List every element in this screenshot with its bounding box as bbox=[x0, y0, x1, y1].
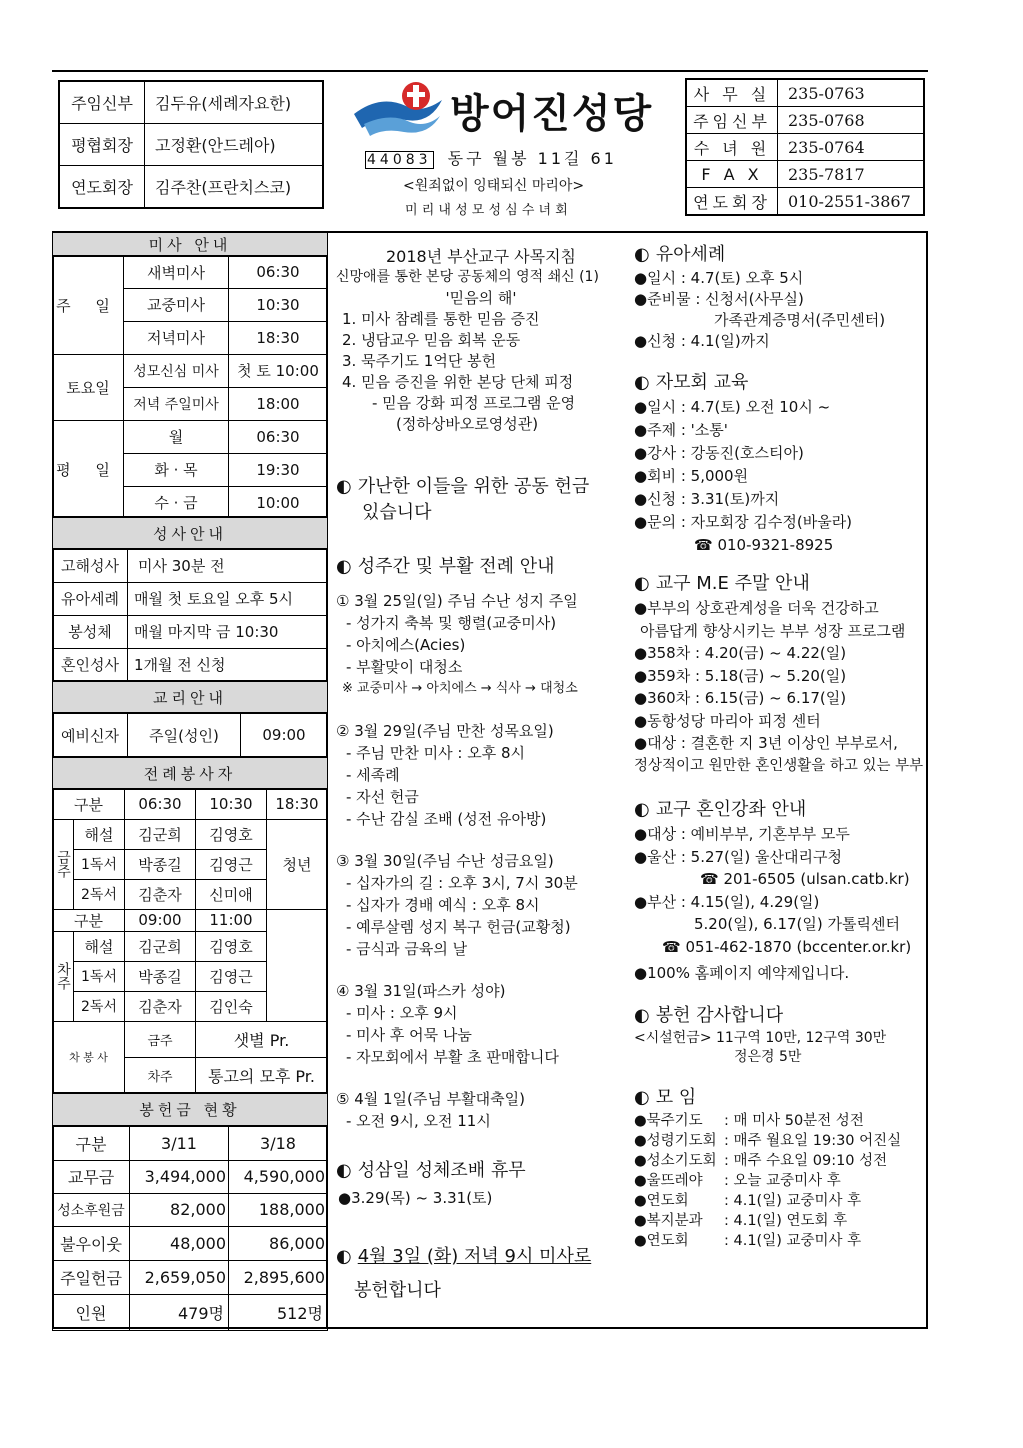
right-column bbox=[634, 242, 924, 1251]
servers-head: 06:30 bbox=[125, 789, 196, 819]
offering-label: 주일헌금 bbox=[53, 1260, 130, 1294]
meeting-info: : 매주 수요일 09:10 성전 bbox=[724, 1152, 888, 1169]
role: 해설 bbox=[74, 931, 125, 961]
bullet-icon: ● bbox=[634, 599, 648, 617]
offering-head: 3/18 bbox=[229, 1126, 328, 1160]
baptism-item: ●준비물 : 신청서(사무실) bbox=[634, 290, 804, 308]
server: 김영근 bbox=[196, 961, 267, 991]
meeting-info: : 오늘 교중미사 후 bbox=[724, 1172, 841, 1189]
offering-table bbox=[52, 1092, 328, 1331]
empty-cell bbox=[267, 909, 328, 1021]
meeting-info: : 4.1(일) 연도회 후 bbox=[724, 1212, 848, 1229]
half-circle-icon: ◐ bbox=[634, 1004, 650, 1026]
week-label: 차주 bbox=[53, 931, 74, 1021]
offering-value: 2,895,600 bbox=[229, 1260, 328, 1294]
poor-title: 가난한 이들을 위한 공동 헌금 bbox=[357, 476, 590, 497]
mass-time: 18:30 bbox=[229, 321, 328, 354]
holy-item: - 성가지 축복 및 행렬(교중미사) bbox=[346, 614, 557, 632]
mass-time: 10:30 bbox=[229, 288, 328, 321]
mass-name: 성모신심 미사 bbox=[124, 354, 229, 387]
bullet-icon: ● bbox=[634, 421, 648, 439]
meeting-name: 연도회 bbox=[646, 1232, 689, 1249]
offering-value: 2,659,050 bbox=[130, 1260, 229, 1294]
mass-table bbox=[52, 231, 328, 520]
bullet-icon: ● bbox=[634, 1132, 647, 1149]
meeting-name: 묵주기도 bbox=[646, 1112, 703, 1129]
bullet-icon: ● bbox=[634, 666, 648, 685]
offering-value: 4,590,000 bbox=[229, 1160, 328, 1193]
baptism-item: ●신청 : 4.1(일)까지 bbox=[634, 332, 770, 350]
half-circle-icon: ◐ bbox=[634, 573, 650, 594]
holy-item: - 주님 만찬 미사 : 오후 8시 bbox=[346, 744, 526, 762]
sacrament-info: 매월 마지막 금 10:30 bbox=[128, 615, 328, 648]
holy-item: - 십자가의 길 : 오후 3시, 7시 30분 bbox=[346, 874, 578, 892]
doctrine-name: 예비신자 bbox=[53, 713, 128, 757]
staff-value: 고정환(안드레아) bbox=[145, 124, 324, 166]
servers-head: 18:30 bbox=[267, 789, 328, 819]
policy-item: 2. 냉담교우 믿음 회복 운동 bbox=[342, 331, 521, 349]
religious-order: 미 리 내 성 모 성 심 수 녀 회 bbox=[405, 203, 568, 218]
mass-time: 19:30 bbox=[229, 453, 328, 486]
mass-time: 06:30 bbox=[229, 420, 328, 453]
contact-value: 235-0768 bbox=[778, 107, 925, 134]
bullet-icon: ● bbox=[634, 332, 648, 350]
holy-item: - 예루살렘 성지 복구 헌금(교황청) bbox=[346, 918, 571, 936]
me-item: ●359차 : 5.18(금) ~ 5.20(일) bbox=[634, 666, 847, 685]
me-item: 아름답게 향상시키는 부부 성장 프로그램 bbox=[640, 621, 906, 640]
holy-item: - 십자가 경배 예식 : 오후 8시 bbox=[346, 896, 540, 914]
adoration-item bbox=[338, 1188, 492, 1209]
servers-title: 전례봉사자 bbox=[53, 757, 328, 789]
bullet-icon: ● bbox=[634, 711, 648, 730]
server: 김영근 bbox=[196, 849, 267, 879]
contact-value: 235-7817 bbox=[778, 161, 925, 188]
bullet-icon: ● bbox=[634, 398, 648, 416]
address: 동구 월봉 11길 61 bbox=[447, 149, 617, 168]
half-circle-icon: ◐ bbox=[634, 1086, 650, 1108]
offering-value: 479명 bbox=[130, 1294, 229, 1330]
staff-value: 김주찬(프란치스코) bbox=[145, 166, 324, 209]
mother-item: ●신청 : 3.31(토)까지 bbox=[634, 490, 780, 508]
holy-item: - 미사 후 어묵 나눔 bbox=[346, 1026, 472, 1044]
contact-label: 주임신부 bbox=[686, 107, 778, 134]
offering-label: 교무금 bbox=[53, 1160, 130, 1193]
mother-item: ●회비 : 5,000원 bbox=[634, 467, 749, 485]
me-item: ●358차 : 4.20(금) ~ 4.22(일) bbox=[634, 644, 847, 662]
servers-head: 구분 bbox=[53, 909, 125, 931]
car-team: 샛별 Pr. bbox=[196, 1021, 328, 1057]
baptism-item: 가족관계증명서(주민센터) bbox=[714, 311, 886, 329]
servers-head: 10:30 bbox=[196, 789, 267, 819]
policy-subtitle: 신망애를 통한 본당 공동체의 영적 쇄신 (1) bbox=[336, 269, 599, 285]
meeting-table bbox=[634, 1111, 901, 1251]
server: 신미애 bbox=[196, 879, 267, 909]
mother-item: ●문의 : 자모회장 김수정(바울라) bbox=[634, 513, 853, 531]
meeting-name: 복지분과 bbox=[646, 1212, 703, 1229]
marriage-title: 교구 혼인강좌 안내 bbox=[655, 799, 807, 820]
meeting-name: 연도회 bbox=[646, 1192, 689, 1209]
server: 박종길 bbox=[125, 961, 196, 991]
holy-day: ③ 3월 30일(주님 수난 성금요일) bbox=[336, 852, 554, 870]
server: 김영호 bbox=[196, 819, 267, 849]
me-item: ●360차 : 6.15(금) ~ 6.17(일) bbox=[634, 689, 847, 707]
staff-label: 연도회장 bbox=[59, 166, 145, 209]
server: 김군희 bbox=[125, 931, 196, 961]
servers-head: 구분 bbox=[53, 789, 125, 819]
marriage-item: 5.20(일), 6.17(일) 가톨릭센터 bbox=[694, 915, 900, 933]
car-label: 차 봉 사 bbox=[53, 1021, 125, 1093]
bullet-icon: ● bbox=[634, 467, 648, 485]
april3-title-2: 봉헌합니다 bbox=[354, 1280, 441, 1301]
policy-subitem: (정하상바오로영성관) bbox=[396, 415, 539, 433]
staff-label: 평협회장 bbox=[59, 124, 145, 166]
role: 2독서 bbox=[74, 991, 125, 1021]
sacrament-title: 성사안내 bbox=[53, 517, 328, 549]
holy-item: - 세족례 bbox=[346, 766, 400, 784]
mass-name: 새벽미사 bbox=[124, 256, 229, 288]
offering-title: 봉헌금 현황 bbox=[53, 1093, 328, 1126]
thanks-title: 봉헌 감사합니다 bbox=[655, 1004, 784, 1026]
holy-item: - 자선 헌금 bbox=[346, 788, 419, 806]
marriage-item: ☎ 051-462-1870 (bccenter.or.kr) bbox=[662, 937, 912, 956]
marriage-item: ●부산 : 4.15(일), 4.29(일) bbox=[634, 892, 820, 911]
role: 2독서 bbox=[74, 879, 125, 909]
holy-item: - 아치에스(Acies) bbox=[346, 636, 466, 654]
half-circle-icon: ◐ bbox=[336, 476, 352, 497]
holy-day: ② 3월 29일(주님 만찬 성목요일) bbox=[336, 722, 554, 740]
holy-week-list bbox=[336, 590, 626, 1132]
youth: 청년 bbox=[267, 819, 328, 909]
doctrine-title: 교리안내 bbox=[53, 681, 328, 713]
offering-head: 구분 bbox=[53, 1126, 130, 1160]
holy-day: ④ 3월 31일(파스카 성야) bbox=[336, 982, 506, 1000]
sacrament-info: 매월 첫 토요일 오후 5시 bbox=[128, 582, 328, 615]
bullet-icon: ● bbox=[634, 689, 648, 707]
offering-label: 성소후원금 bbox=[53, 1193, 130, 1226]
holy-day: ① 3월 25일(일) 주님 수난 성지 주일 bbox=[336, 592, 578, 610]
server: 박종길 bbox=[125, 849, 196, 879]
servers-head: 09:00 bbox=[125, 909, 196, 931]
bullet-icon: ● bbox=[634, 734, 648, 752]
bullet-icon: ● bbox=[634, 490, 648, 508]
meeting-info: : 4.1(일) 교중미사 후 bbox=[724, 1192, 862, 1209]
policy-title: 2018년 부산교구 사목지침 bbox=[386, 247, 576, 266]
holy-item: - 미사 : 오후 9시 bbox=[346, 1004, 458, 1022]
doctrine-time: 09:00 bbox=[241, 713, 328, 757]
adoration-title: 성삼일 성체조배 휴무 bbox=[357, 1160, 526, 1181]
me-item: ●대상 : 결혼한 지 3년 이상인 부부로서, bbox=[634, 734, 898, 752]
meeting-name: 울뜨레야 bbox=[646, 1172, 703, 1189]
offering-value: 512명 bbox=[229, 1294, 328, 1330]
church-title: 방어진성당 bbox=[450, 91, 654, 137]
marriage-item: ☎ 201-6505 (ulsan.catb.kr) bbox=[700, 870, 910, 888]
meeting-info: : 매주 월요일 19:30 어진실 bbox=[724, 1132, 902, 1149]
contact-label: F A X bbox=[686, 161, 778, 188]
policy-section bbox=[336, 246, 626, 435]
mother-title: 자모회 교육 bbox=[655, 372, 749, 393]
day-label: 주 일 bbox=[53, 256, 124, 354]
sacrament-info: 미사 30분 전 bbox=[128, 549, 328, 582]
mother-item: ●일시 : 4.7(토) 오전 10시 ~ bbox=[634, 398, 831, 416]
marriage-item: ●대상 : 예비부부, 기혼부부 모두 bbox=[634, 825, 850, 843]
half-circle-icon: ◐ bbox=[336, 556, 352, 577]
bullet-icon: ● bbox=[634, 444, 648, 462]
server: 김영호 bbox=[196, 931, 267, 961]
role: 1독서 bbox=[74, 849, 125, 879]
marriage-item: ●100% 홈페이지 예약제입니다. bbox=[634, 964, 850, 982]
contact-label: 수 녀 원 bbox=[686, 134, 778, 161]
mass-name: 저녁 주일미사 bbox=[124, 387, 229, 420]
holy-week-heading bbox=[336, 554, 555, 580]
bullet-icon: ● bbox=[634, 892, 648, 911]
offering-label: 인원 bbox=[53, 1294, 130, 1330]
staff-value: 김두유(세례자요한) bbox=[145, 81, 324, 124]
bullet-icon: ● bbox=[634, 964, 648, 982]
holy-item: - 수난 감실 조배 (성전 유아방) bbox=[346, 810, 547, 828]
bullet-icon: ● bbox=[634, 644, 648, 662]
motto: <원죄없이 잉태되신 마리아> bbox=[403, 178, 585, 194]
staff-label: 주임신부 bbox=[59, 81, 145, 124]
meeting-name: 성령기도회 bbox=[646, 1132, 717, 1149]
contact-value: 010-2551-3867 bbox=[778, 188, 925, 216]
offering-head: 3/11 bbox=[130, 1126, 229, 1160]
policy-item: 4. 믿음 증진을 위한 본당 단체 피정 bbox=[342, 373, 574, 391]
doctrine-info: 주일(성인) bbox=[128, 713, 241, 757]
church-logo-icon bbox=[350, 76, 446, 138]
top-rule bbox=[52, 70, 928, 72]
meet-title: 모 임 bbox=[655, 1086, 697, 1108]
policy-item: 1. 미사 참례를 통한 믿음 증진 bbox=[342, 310, 540, 328]
mass-time: 첫 토 10:00 bbox=[229, 354, 328, 387]
sacrament-name: 혼인성사 bbox=[53, 648, 128, 681]
baptism-item: ●일시 : 4.7(토) 오후 5시 bbox=[634, 269, 804, 287]
address-line bbox=[365, 146, 617, 169]
bullet-icon: ● bbox=[338, 1189, 352, 1207]
april3-title: 4월 3일 (화) 저녁 9시 미사로 bbox=[357, 1246, 592, 1267]
mass-name: 저녁미사 bbox=[124, 321, 229, 354]
mass-name: 월 bbox=[124, 420, 229, 453]
car-week: 금주 bbox=[125, 1021, 196, 1057]
server: 김인숙 bbox=[196, 991, 267, 1021]
bullet-icon: ● bbox=[634, 269, 648, 287]
marriage-item: ●울산 : 5.27(일) 울산대리구청 bbox=[634, 847, 842, 866]
holy-item: - 금식과 금육의 날 bbox=[346, 940, 468, 958]
mass-time: 18:00 bbox=[229, 387, 328, 420]
mother-item: ●주제 : '소통' bbox=[634, 421, 728, 439]
contact-label: 사 무 실 bbox=[686, 79, 778, 107]
half-circle-icon: ◐ bbox=[336, 1246, 352, 1267]
server: 김춘자 bbox=[125, 991, 196, 1021]
week-label: 금주 bbox=[53, 819, 74, 909]
policy-subitem: - 믿음 강화 피정 프로그램 운영 bbox=[372, 394, 576, 412]
april3-section bbox=[336, 1244, 626, 1304]
offering-value: 3,494,000 bbox=[130, 1160, 229, 1193]
adoration-heading bbox=[336, 1158, 526, 1184]
offering-value: 48,000 bbox=[130, 1226, 229, 1260]
half-circle-icon: ◐ bbox=[634, 799, 650, 820]
bullet-icon: ● bbox=[634, 1112, 647, 1129]
adoration-dates: 3.29(목) ~ 3.31(토) bbox=[351, 1189, 493, 1207]
offering-value: 86,000 bbox=[229, 1226, 328, 1260]
role: 1독서 bbox=[74, 961, 125, 991]
mass-name: 화 · 목 bbox=[124, 453, 229, 486]
mass-time: 10:00 bbox=[229, 486, 328, 519]
staff-table bbox=[58, 80, 324, 209]
mother-phone: ☎ 010-9321-8925 bbox=[694, 536, 834, 554]
meeting-name: 성소기도회 bbox=[646, 1152, 717, 1169]
mass-time: 06:30 bbox=[229, 256, 328, 288]
car-week: 차주 bbox=[125, 1057, 196, 1093]
contact-label: 연도회장 bbox=[686, 188, 778, 216]
policy-year: '믿음의 해' bbox=[445, 289, 517, 307]
bullet-icon: ● bbox=[634, 1152, 647, 1169]
me-item: ●부부의 상호관계성을 더욱 건강하고 bbox=[634, 599, 879, 617]
bullet-icon: ● bbox=[634, 1212, 647, 1229]
mass-name: 교중미사 bbox=[124, 288, 229, 321]
half-circle-icon: ◐ bbox=[336, 1160, 352, 1181]
me-title: 교구 M.E 주말 안내 bbox=[655, 573, 810, 594]
half-circle-icon: ◐ bbox=[634, 244, 650, 265]
servers-table bbox=[52, 756, 328, 1094]
contact-table bbox=[685, 78, 925, 216]
meeting-info: : 매 미사 50분전 성전 bbox=[724, 1112, 864, 1129]
half-circle-icon: ◐ bbox=[634, 372, 650, 393]
car-team: 통고의 모후 Pr. bbox=[196, 1057, 328, 1093]
contact-value: 235-0764 bbox=[778, 134, 925, 161]
doctrine-table bbox=[52, 680, 328, 758]
mass-name: 수 · 금 bbox=[124, 486, 229, 519]
day-label: 평 일 bbox=[53, 420, 124, 519]
holy-week-title: 성주간 및 부활 전례 안내 bbox=[357, 556, 555, 577]
poor-title-2: 있습니다 bbox=[362, 502, 432, 523]
mother-item: ●강사 : 강동진(호스티아) bbox=[634, 444, 804, 462]
offering-value: 188,000 bbox=[229, 1193, 328, 1226]
holy-item: ※ 교중미사 → 아치에스 → 식사 → 대청소 bbox=[342, 681, 578, 696]
sacrament-name: 고해성사 bbox=[53, 549, 128, 582]
bullet-icon: ● bbox=[634, 290, 648, 308]
meeting-info: : 4.1(일) 교중미사 후 bbox=[724, 1232, 862, 1249]
bullet-icon: ● bbox=[634, 847, 648, 866]
offering-label: 불우이웃 bbox=[53, 1226, 130, 1260]
sacrament-name: 봉성체 bbox=[53, 615, 128, 648]
holy-item: - 오전 9시, 오전 11시 bbox=[346, 1112, 491, 1130]
postal-code: 44083 bbox=[367, 152, 432, 168]
bullet-icon: ● bbox=[634, 1192, 647, 1209]
holy-item: - 자모회에서 부활 초 판매합니다 bbox=[346, 1048, 559, 1066]
sacrament-info: 1개월 전 신청 bbox=[128, 648, 328, 681]
me-item: 정상적이고 원만한 혼인생활을 하고 있는 부부 bbox=[634, 757, 924, 774]
holy-day: ⑤ 4월 1일(주님 부활대축일) bbox=[336, 1090, 525, 1108]
role: 해설 bbox=[74, 819, 125, 849]
policy-item: 3. 묵주기도 1억단 봉헌 bbox=[342, 352, 497, 370]
me-item: ●동항성당 마리아 피정 센터 bbox=[634, 711, 821, 730]
holy-item: - 부활맞이 대청소 bbox=[346, 658, 463, 676]
offering-value: 82,000 bbox=[130, 1193, 229, 1226]
bullet-icon: ● bbox=[634, 1172, 647, 1189]
thanks-line: <시설헌금> 11구역 10만, 12구역 30만 bbox=[634, 1029, 887, 1046]
server: 김춘자 bbox=[125, 879, 196, 909]
bullet-icon: ● bbox=[634, 513, 648, 531]
bullet-icon: ● bbox=[634, 825, 648, 843]
contact-value: 235-0763 bbox=[778, 79, 925, 107]
poor-section bbox=[336, 474, 626, 526]
mass-title: 미사 안내 bbox=[53, 232, 328, 256]
bullet-icon: ● bbox=[634, 1232, 647, 1249]
baptism-title: 유아세례 bbox=[655, 244, 726, 265]
day-label: 토요일 bbox=[53, 354, 124, 420]
thanks-line: 정은경 5만 bbox=[734, 1048, 802, 1065]
sacrament-table bbox=[52, 516, 328, 682]
sacrament-name: 유아세례 bbox=[53, 582, 128, 615]
server: 김군희 bbox=[125, 819, 196, 849]
servers-head: 11:00 bbox=[196, 909, 267, 931]
